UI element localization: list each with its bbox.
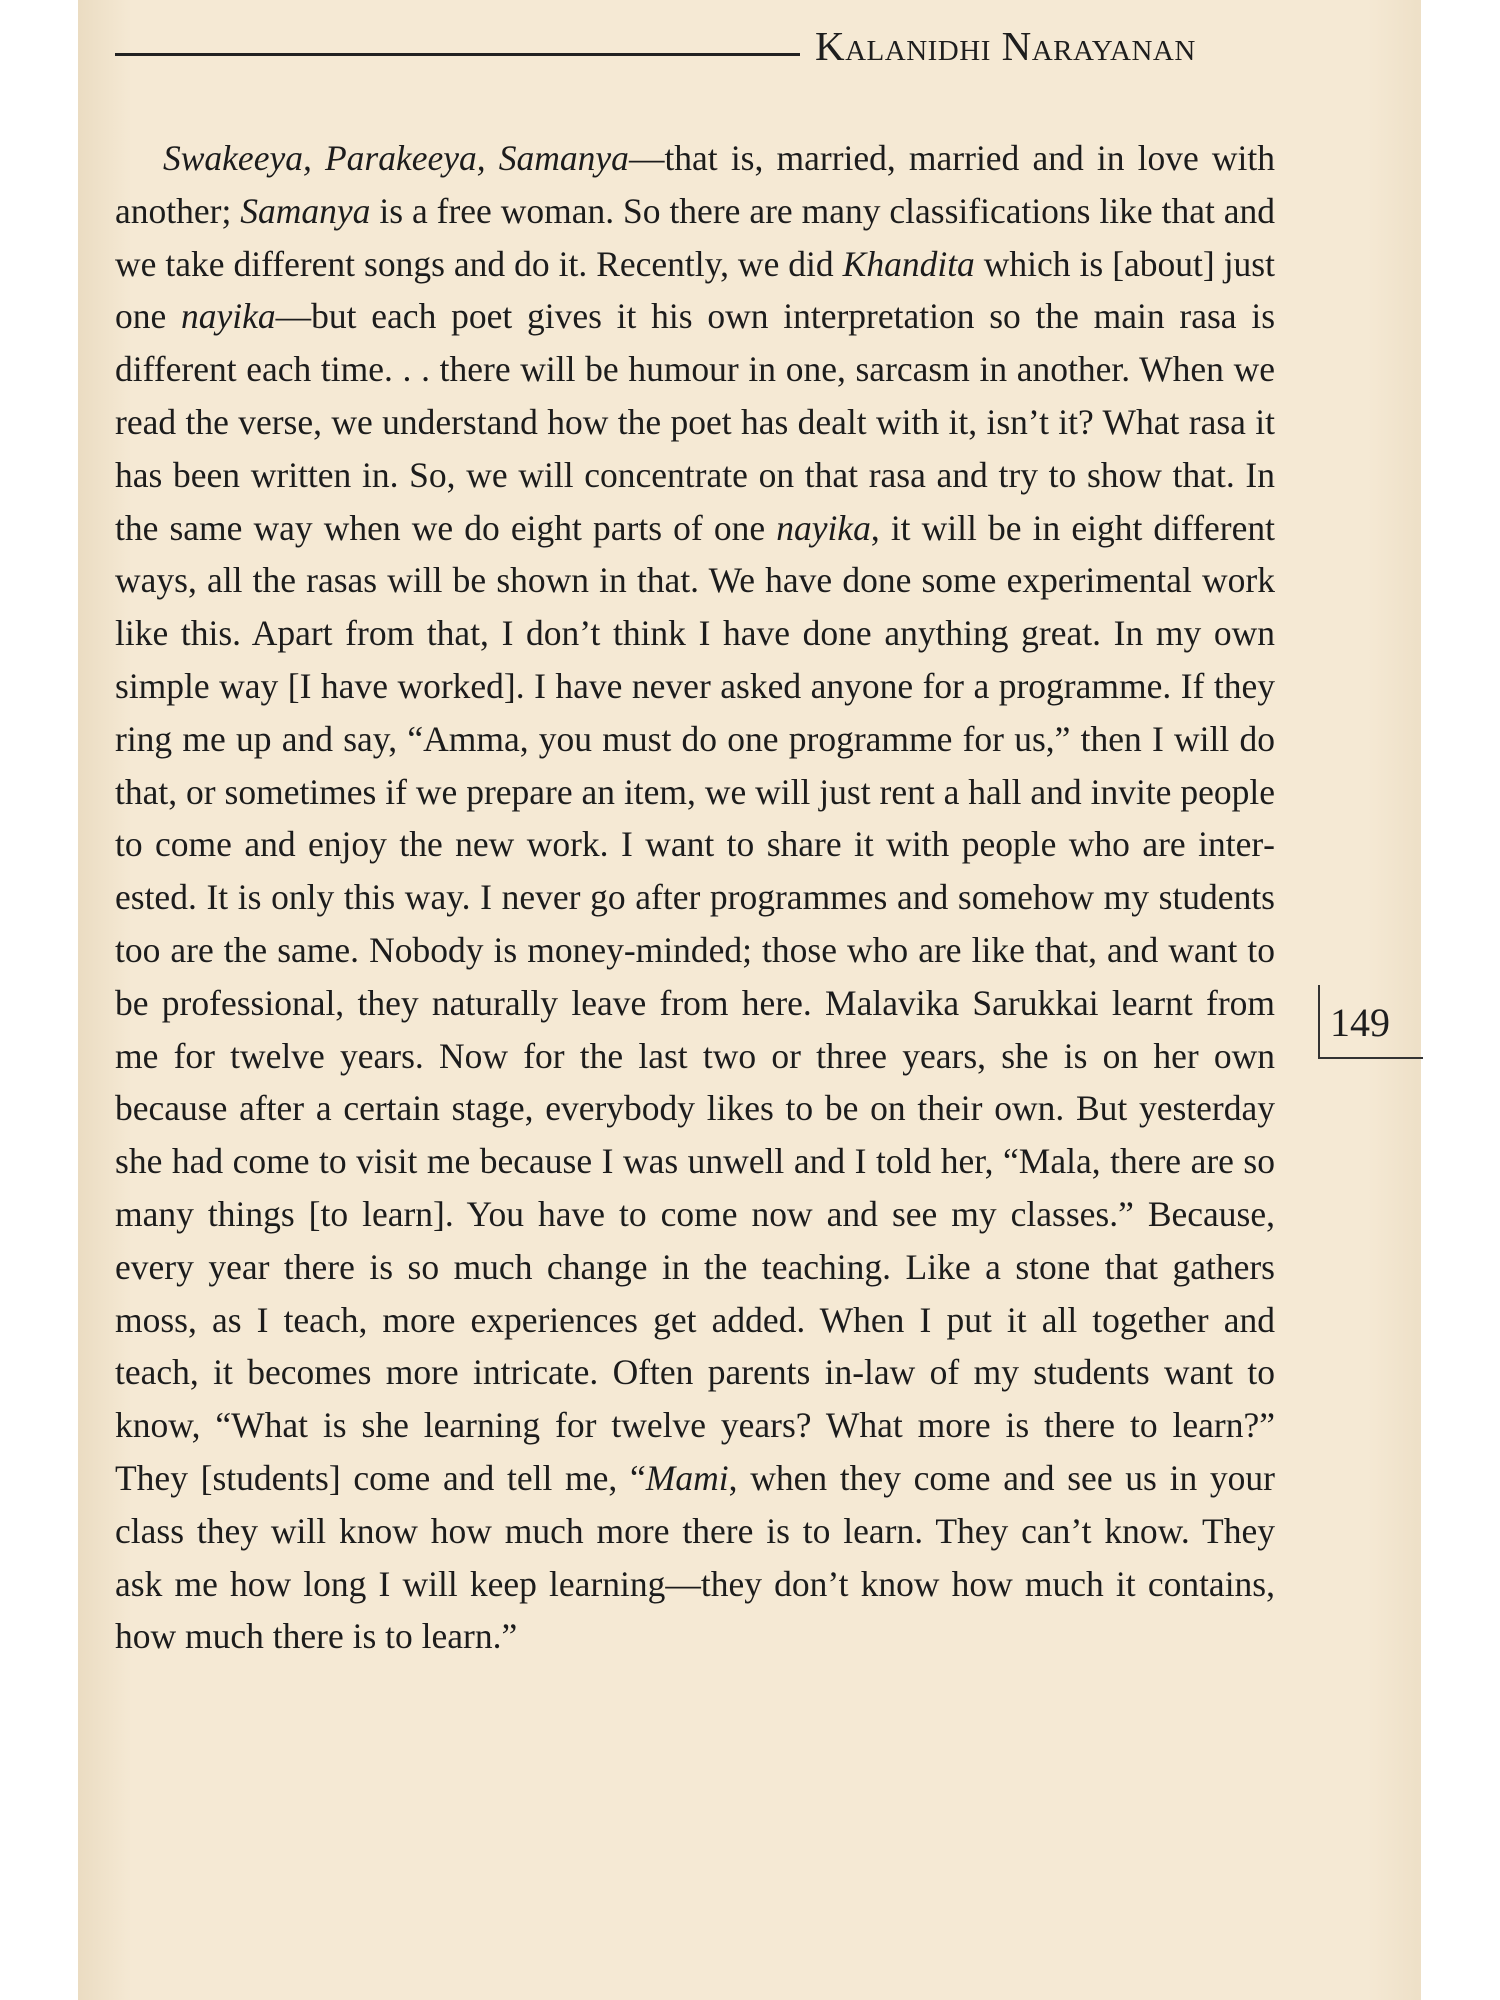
text-span-italic: nayika: [181, 296, 276, 337]
text-span: which is [about] just one: [115, 243, 1275, 337]
text-span: is a free woman. So there are many classifications like that and we take different songs and do it. Recently, we did: [115, 190, 1276, 284]
text-span-italic: nayika: [776, 507, 871, 548]
text-span-italic: Samanya: [240, 190, 371, 231]
paragraph: [115, 132, 1275, 1663]
header-author: Kalanidhi Narayanan: [815, 23, 1196, 69]
text-span: , when they come and see us in your class they will know how much more there is to learn. They can’t know. They ask me how long I will keep learning—they don’t know how much it contains, how much there is to learn.”: [115, 1457, 1275, 1657]
text-span-italic: Swakeeya, Parakeeya, Samanya: [163, 138, 629, 178]
text-span: —but each poet gives it his own interpretation so the main rasa is different each time. . . there will be humour in one, sarcasm in another. When we read the verse, we understand how the poet has dealt with it, isn’t it? What rasa it has been written in. So, we will concentrate on that rasa and try to show that. In the same way when we do eight parts of one: [115, 296, 1276, 548]
header-rule: [115, 53, 800, 56]
text-span-italic: Mami: [645, 1457, 729, 1498]
text-span: , it will be in eight different ways, all the rasas will be shown in that. We have done some experimental work like this. Apart from that, I don’t think I have done anything great. In my own simple way [I have worked]. I have never asked anyone for a programme. If they ring me up and say, “Amma, you must do one programme for us,” then I will do that, or sometimes if we prepare an item, we will just rent a hall and invite people to come and enjoy the new work. I want to share it with people who are interested. It is only this way. I never go after programmes and somehow my students too are the same. Nobody is money-minded; those who are like that, and want to be professional, they naturally leave from here. Malavika Sarukkai learnt from me for twelve years. Now for the last two or three years, she is on her own because after a certain stage, everybody likes to be on their own. But yesterday she had come to visit me because I was unwell and I told her, “Mala, there are so many things [to learn]. You have to come now and see my classes.” Because, every year there is so much change in the teaching. Like a stone that gathers moss, as I teach, more experiences get added. When I put it all together and teach, it becomes more intricate. Often parents in-law of my students want to know, “What is she learning for twelve years? What more is there to learn?” They [students] come and tell me, “: [115, 507, 1275, 1498]
page-number: 149: [1330, 1000, 1390, 1045]
text-span-italic: Khandita: [842, 243, 975, 284]
main-text: [115, 132, 1275, 1663]
text-span: —that is, married, married and in love with another;: [115, 138, 1276, 231]
page-number-box: [1318, 985, 1423, 1059]
running-header: [115, 22, 1275, 69]
